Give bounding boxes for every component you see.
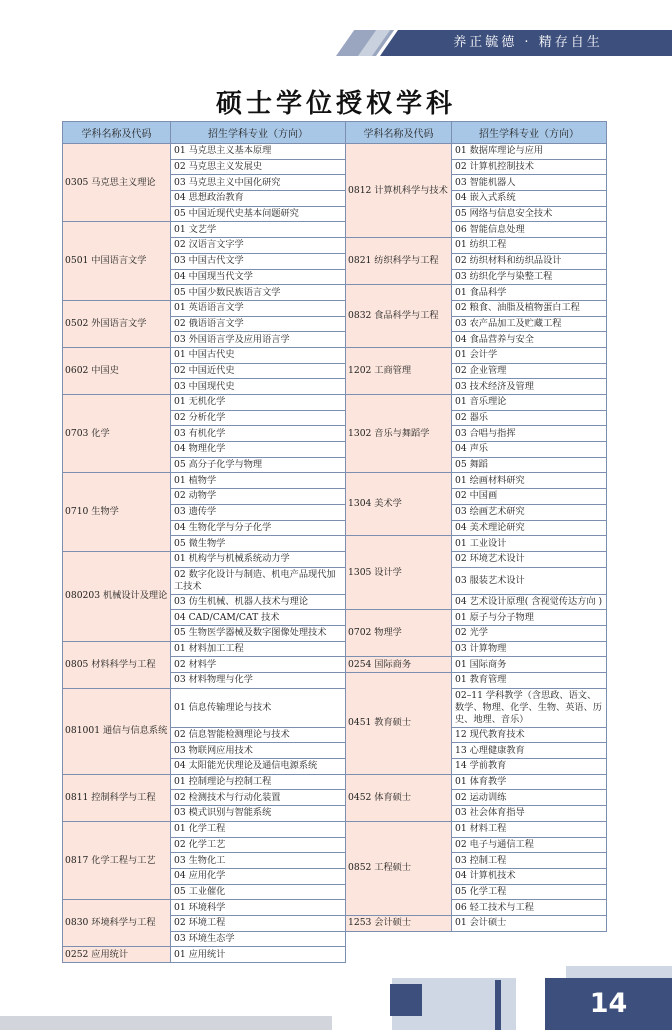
major-cell: 04 太阳能光伏理论及通信电源系统 — [171, 759, 346, 775]
major-cell: 05 网络与信息安全技术 — [452, 206, 607, 222]
major-cell: 01 环境科学 — [171, 900, 346, 916]
major-cell: 03 材料物理与化学 — [171, 673, 346, 689]
major-cell: 01 会计学 — [452, 347, 607, 363]
major-cell: 13 心理健康教育 — [452, 743, 607, 759]
table-row — [63, 300, 607, 316]
major-cell: 02 企业管理 — [452, 363, 607, 379]
major-cell: 01 食品科学 — [452, 285, 607, 301]
major-cell: 02 材料学 — [171, 657, 346, 673]
discipline-cell: 0501 中国语言文学 — [63, 222, 171, 300]
table-row — [63, 222, 607, 238]
major-cell: 03 控制工程 — [452, 853, 607, 869]
major-cell: 03 环境生态学 — [171, 931, 346, 947]
major-cell: 01 应用统计 — [171, 947, 346, 963]
major-cell: 01 无机化学 — [171, 395, 346, 411]
footer-decoration — [0, 960, 672, 1030]
footer-square — [390, 984, 422, 1016]
major-cell: 14 学前教育 — [452, 759, 607, 775]
major-cell: 01 教育管理 — [452, 673, 607, 689]
major-cell: 02 运动训练 — [452, 790, 607, 806]
major-cell: 02 化学工艺 — [171, 837, 346, 853]
table-header-row — [63, 122, 607, 144]
major-cell: 01 控制理论与控制工程 — [171, 774, 346, 790]
discipline-cell: 0830 环境科学与工程 — [63, 900, 171, 947]
major-cell: 03 马克思主义中国化研究 — [171, 175, 346, 191]
major-cell: 03 纺织化学与染整工程 — [452, 269, 607, 285]
major-cell: 02 动物学 — [171, 489, 346, 505]
major-cell: 05 微生物学 — [171, 536, 346, 552]
major-cell: 02 计算机控制技术 — [452, 159, 607, 175]
discipline-cell: 1302 音乐与舞蹈学 — [346, 395, 452, 473]
major-cell: 02 光学 — [452, 625, 607, 641]
major-cell: 03 社会体育指导 — [452, 806, 607, 822]
major-cell: 03 模式识别与智能系统 — [171, 806, 346, 822]
discipline-cell: 0254 国际商务 — [346, 657, 452, 673]
major-cell: 01 纺织工程 — [452, 238, 607, 254]
major-cell: 05 工业催化 — [171, 884, 346, 900]
discipline-cell: 0812 计算机科学与技术 — [346, 144, 452, 238]
major-cell: 02 中国近代史 — [171, 363, 346, 379]
table-row — [63, 551, 607, 567]
major-cell: 04 思想政治教育 — [171, 191, 346, 207]
header-slogan: 养正毓德 · 精存自生 — [453, 35, 603, 50]
column-header: 学科名称及代码 — [346, 122, 452, 144]
table-row — [63, 641, 607, 657]
major-cell: 05 舞蹈 — [452, 457, 607, 473]
discipline-cell: 0451 教育硕士 — [346, 673, 452, 775]
discipline-cell: 1305 设计学 — [346, 536, 452, 610]
header-banner — [336, 30, 672, 56]
column-header: 招生学科专业（方向） — [452, 122, 607, 144]
major-cell: 01 绘画材料研究 — [452, 473, 607, 489]
table-row — [63, 347, 607, 363]
major-cell: 01 化学工程 — [171, 821, 346, 837]
major-cell: 03 智能机器人 — [452, 175, 607, 191]
major-cell: 02 环境艺术设计 — [452, 551, 607, 567]
major-cell: 05 高分子化学与物理 — [171, 457, 346, 473]
major-cell: 02 马克思主义发展史 — [171, 159, 346, 175]
major-cell: 01 数据库理论与应用 — [452, 144, 607, 160]
major-cell: 04 美术理论研究 — [452, 520, 607, 536]
discipline-cell: 0602 中国史 — [63, 347, 171, 394]
major-cell: 02 分析化学 — [171, 410, 346, 426]
major-cell: 03 服装艺术设计 — [452, 567, 607, 594]
major-cell: 02 电子与通信工程 — [452, 837, 607, 853]
discipline-cell: 0817 化学工程与工艺 — [63, 821, 171, 899]
major-cell: 03 合唱与指挥 — [452, 426, 607, 442]
major-cell: 02 粮食、油脂及植物蛋白工程 — [452, 300, 607, 316]
discipline-cell: 0252 应用统计 — [63, 947, 171, 963]
major-cell: 03 农产品加工及贮藏工程 — [452, 316, 607, 332]
major-cell: 02 检测技术与行动化装置 — [171, 790, 346, 806]
major-cell: 03 绘画艺术研究 — [452, 504, 607, 520]
major-cell: 03 外国语言学及应用语言学 — [171, 332, 346, 348]
major-cell: 01 会计硕士 — [452, 915, 607, 931]
major-cell: 02 信息智能检测理论与技术 — [171, 727, 346, 743]
table-row — [63, 144, 607, 160]
major-cell: 01 文艺学 — [171, 222, 346, 238]
column-header: 招生学科专业（方向） — [171, 122, 346, 144]
discipline-cell: 0811 控制科学与工程 — [63, 774, 171, 821]
discipline-cell: 0805 材料科学与工程 — [63, 641, 171, 688]
major-cell: 02–11 学科教学（含思政、语文、数学、物理、化学、生物、英语、历史、地理、音乐） — [452, 688, 607, 727]
major-cell: 04 生物化学与分子化学 — [171, 520, 346, 536]
major-cell: 04 物理化学 — [171, 442, 346, 458]
major-cell: 02 汉语言文字学 — [171, 238, 346, 254]
major-cell: 02 器乐 — [452, 410, 607, 426]
major-cell: 12 现代教育技术 — [452, 727, 607, 743]
table-row — [63, 821, 607, 837]
major-cell: 04 声乐 — [452, 442, 607, 458]
major-cell: 02 俄语语言文学 — [171, 316, 346, 332]
major-cell: 01 中国古代史 — [171, 347, 346, 363]
major-cell: 03 遗传学 — [171, 504, 346, 520]
table-row — [63, 395, 607, 411]
major-cell: 05 中国近现代史基本问题研究 — [171, 206, 346, 222]
major-cell: 03 有机化学 — [171, 426, 346, 442]
major-cell: 03 中国现代史 — [171, 379, 346, 395]
table-row — [63, 688, 607, 727]
discipline-cell: 081001 通信与信息系统 — [63, 688, 171, 774]
discipline-cell: 0305 马克思主义理论 — [63, 144, 171, 222]
major-cell: 01 工业设计 — [452, 536, 607, 552]
major-cell: 03 物联网应用技术 — [171, 743, 346, 759]
major-cell: 04 食品营养与安全 — [452, 332, 607, 348]
discipline-cell: 0452 体育硕士 — [346, 774, 452, 821]
table-row — [63, 473, 607, 489]
major-cell: 01 机构学与机械系统动力学 — [171, 551, 346, 567]
major-cell: 03 计算物理 — [452, 641, 607, 657]
major-cell: 01 英语语言文学 — [171, 300, 346, 316]
major-cell: 01 体育教学 — [452, 774, 607, 790]
major-cell: 04 CAD/CAM/CAT 技术 — [171, 610, 346, 626]
major-cell: 04 艺术设计原理( 含视觉传达方向 ) — [452, 594, 607, 610]
major-cell: 04 嵌入式系统 — [452, 191, 607, 207]
major-cell: 02 环境工程 — [171, 915, 346, 931]
major-cell: 05 中国少数民族语言文学 — [171, 285, 346, 301]
degree-table — [62, 121, 607, 963]
discipline-cell: 0852 工程硕士 — [346, 821, 452, 915]
discipline-cell: 0703 化学 — [63, 395, 171, 473]
page-title: 硕士学位授权学科 — [215, 89, 456, 119]
major-cell: 01 植物学 — [171, 473, 346, 489]
major-cell: 03 生物化工 — [171, 853, 346, 869]
major-cell: 01 材料工程 — [452, 821, 607, 837]
major-cell: 02 数字化设计与制造、机电产品现代加工技术 — [171, 567, 346, 594]
footer-bar — [0, 1016, 332, 1030]
major-cell: 01 马克思主义基本原理 — [171, 144, 346, 160]
major-cell: 03 中国古代文学 — [171, 253, 346, 269]
major-cell: 01 信息传输理论与技术 — [171, 688, 346, 727]
discipline-cell: 0702 物理学 — [346, 610, 452, 657]
discipline-cell: 080203 机械设计及理论 — [63, 551, 171, 641]
discipline-cell: 0821 纺织科学与工程 — [346, 238, 452, 285]
major-cell: 06 智能信息处理 — [452, 222, 607, 238]
major-cell: 01 音乐理论 — [452, 395, 607, 411]
column-header: 学科名称及代码 — [63, 122, 171, 144]
major-cell: 02 中国画 — [452, 489, 607, 505]
major-cell: 05 化学工程 — [452, 884, 607, 900]
table-row — [63, 900, 607, 916]
major-cell: 01 国际商务 — [452, 657, 607, 673]
discipline-cell: 1253 会计硕士 — [346, 915, 452, 931]
page-number: 14 — [589, 988, 628, 1019]
footer-line — [495, 980, 501, 1030]
major-cell: 04 应用化学 — [171, 868, 346, 884]
major-cell: 03 仿生机械、机器人技术与理论 — [171, 594, 346, 610]
discipline-cell: 0502 外国语言文学 — [63, 300, 171, 347]
discipline-cell: 0832 食品科学与工程 — [346, 285, 452, 348]
major-cell: 02 纺织材料和纺织品设计 — [452, 253, 607, 269]
major-cell: 04 中国现当代文学 — [171, 269, 346, 285]
major-cell: 05 生物医学器械及数字图像处理技术 — [171, 625, 346, 641]
discipline-cell: 1304 美术学 — [346, 473, 452, 536]
major-cell: 04 计算机技术 — [452, 868, 607, 884]
discipline-cell: 1202 工商管理 — [346, 347, 452, 394]
major-cell: 01 原子与分子物理 — [452, 610, 607, 626]
major-cell: 03 技术经济及管理 — [452, 379, 607, 395]
discipline-cell: 0710 生物学 — [63, 473, 171, 551]
table-row — [63, 774, 607, 790]
major-cell: 06 轻工技术与工程 — [452, 900, 607, 916]
major-cell: 01 材料加工工程 — [171, 641, 346, 657]
